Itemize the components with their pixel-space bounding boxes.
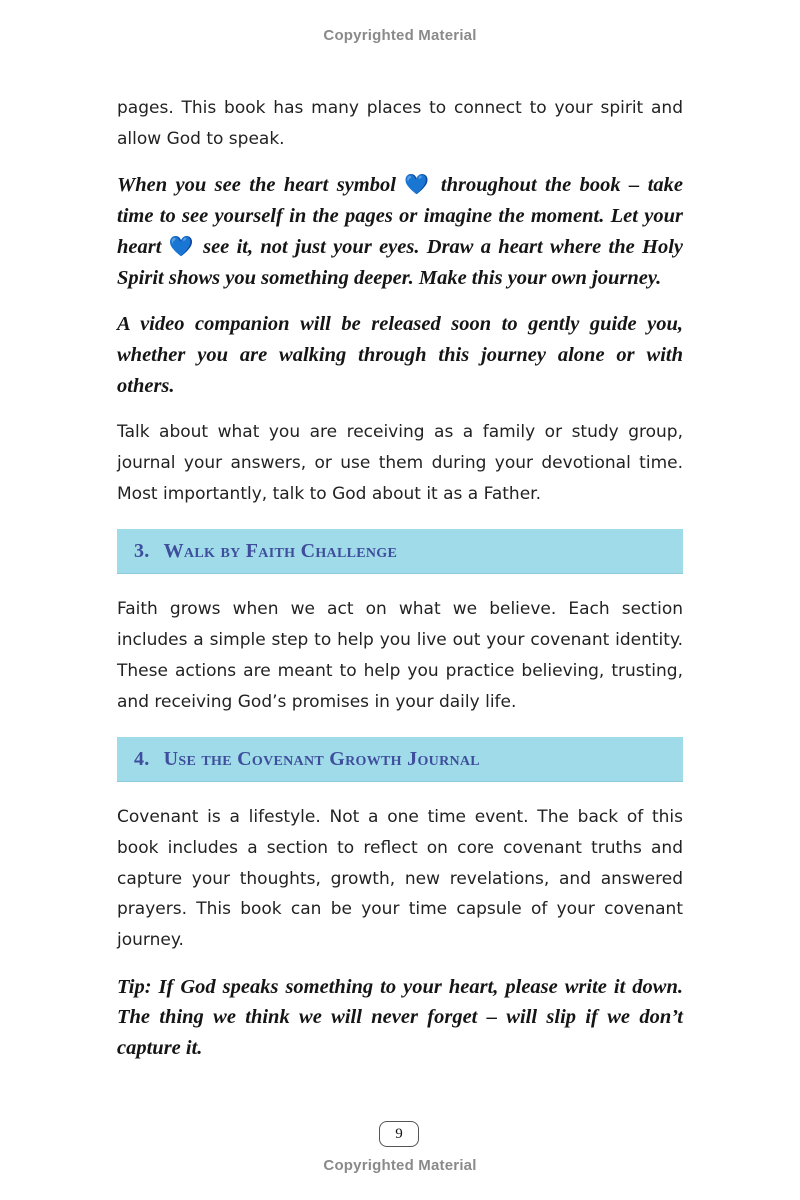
section-number: 3.: [134, 539, 150, 562]
copyright-watermark-bottom: Copyrighted Material: [323, 1157, 477, 1174]
talk-paragraph: Talk about what you are receiving as a family or study group, journal your answers, or use them during your devotional time. Most importantly, talk to God about it as a Father.: [117, 422, 683, 504]
heart-note-part-c: see it, not just your eyes. Draw a heart where the Holy Spirit shows you something deeper. Make this your own journey.: [117, 235, 684, 289]
intro-paragraph: pages. This book has many places to connect to your spirit and allow God to speak.: [117, 98, 683, 149]
section-title: Use the Covenant Growth Journal: [163, 747, 480, 770]
section-title: Walk by Faith Challenge: [163, 539, 398, 562]
blue-heart-icon: 💙: [168, 235, 196, 258]
copyright-watermark-top: Copyrighted Material: [323, 27, 477, 44]
section-heading-covenant-journal: [117, 737, 683, 782]
section-heading-walk-by-faith: [117, 529, 683, 574]
section-body-covenant-journal: Covenant is a lifestyle. Not a one time event. The back of this book includes a section to reflect on core covenant truths and capture your thoughts, growth, new revelations, and answered prayers. This book can be your time capsule of your covenant journey.: [117, 807, 683, 951]
heart-note-part-b: throughout the book – take time to see yourself in the pages or imagine the moment. Let your heart: [117, 174, 683, 258]
page-content: [117, 93, 683, 1064]
tip-note: Tip: If God speaks something to your heart, please write it down. The thing we think we will never forget – will slip if we don’t capture it.: [117, 975, 683, 1060]
heart-symbol-note: [117, 170, 683, 293]
section-body-walk-by-faith: Faith grows when we act on what we believe. Each section includes a simple step to help you live out your covenant identity. These actions are meant to help you practice believing, trusting, and receiving God’s promises in your daily life.: [117, 599, 683, 712]
section-number: 4.: [134, 747, 150, 770]
blue-heart-icon: 💙: [404, 174, 433, 197]
heart-note-part-a: When you see the heart symbol: [117, 174, 396, 197]
video-companion-note: A video companion will be released soon to gently guide you, whether you are walking through this journey alone or with others.: [117, 313, 683, 397]
page-number: 9: [379, 1121, 419, 1147]
